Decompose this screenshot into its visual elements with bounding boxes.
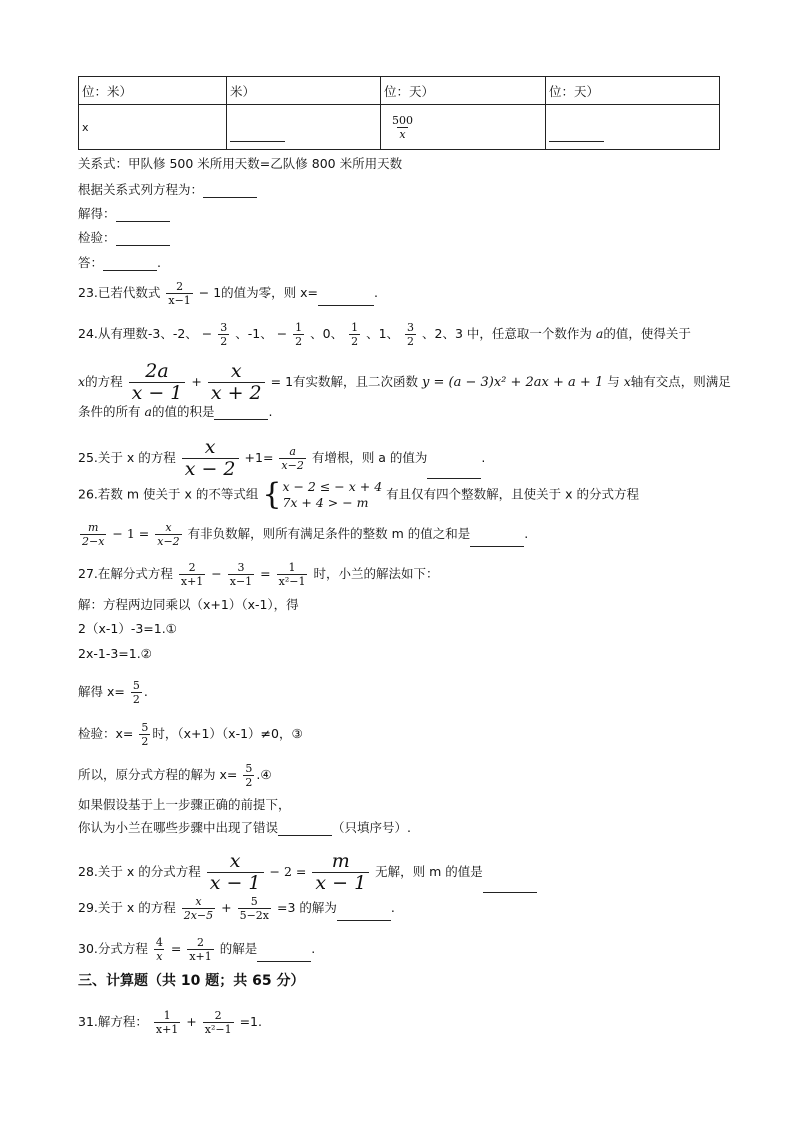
question-26-line2 [78, 522, 528, 547]
fraction: $\frac{4}{x}$ [155, 936, 163, 963]
fraction: $\frac{a}{x-2}$ [281, 445, 304, 472]
text: − [276, 326, 288, 341]
text: − 2 = [269, 864, 307, 879]
table-cell: 位：米） [79, 77, 227, 105]
text: 你认为小兰在哪些步骤中出现了错误 [78, 820, 279, 835]
q27-step5 [78, 763, 272, 788]
inequality-system [262, 479, 382, 511]
fraction: $\frac{3}{2}$ [407, 321, 415, 348]
brace-icon: { [262, 477, 282, 512]
text: 有增根，则 a 的值为 [311, 450, 428, 465]
fraction: $\frac{x}{x - 1}$ [207, 852, 264, 893]
q27-step0: 解：方程两边同乘以（x+1）（x-1），得 [78, 597, 299, 612]
question-24-line3 [78, 404, 272, 420]
fraction: $\frac{2}{x+1}$ [189, 936, 212, 963]
section-heading: 三、计算题（共 10 题；共 65 分） [78, 973, 305, 989]
equation-line [78, 182, 257, 198]
fraction: $\frac{2}{\text{x²−1}}$ [204, 1009, 232, 1036]
text: a [144, 404, 152, 419]
text: 31.解方程： [78, 1014, 148, 1029]
fraction: $\frac{5}{2}$ [132, 679, 140, 706]
text: = [260, 566, 271, 581]
text: − [201, 326, 213, 341]
text: 26.若数 m 使关于 x 的不等式组 [78, 486, 259, 502]
text: − 1的值为零，则 x= [198, 285, 319, 300]
text: + [221, 900, 232, 915]
text: . [311, 941, 316, 956]
text: 、1、 [366, 326, 400, 341]
q27-tail1: 如果假设基于上一步骤正确的前提下， [78, 797, 291, 812]
fraction: $\frac{1}{\text{x²−1}}$ [278, 561, 306, 588]
text: 答： [78, 255, 104, 270]
text: 30.分式方程 [78, 941, 148, 956]
fraction: $\frac{5}{5-2x}$ [239, 895, 270, 922]
answer-blank[interactable] [116, 207, 170, 222]
fraction: $\frac{x}{x - 2}$ [182, 438, 239, 479]
text: 检验： [78, 230, 116, 245]
text: 的值的积是 [151, 404, 215, 419]
fraction: $\frac{1}{x+1}$ [155, 1009, 179, 1036]
text: 解得： [78, 206, 116, 221]
text: 与 [607, 374, 620, 389]
fraction: $\frac{1}{2}$ [295, 321, 303, 348]
answer-blank[interactable] [103, 256, 157, 271]
relation-line [78, 156, 402, 172]
inequality: x − 2 ≤ − x + 4 [282, 479, 383, 494]
fraction: $\frac{3}{2}$ [220, 321, 228, 348]
text: 28.关于 x 的分式方程 [78, 864, 201, 879]
q27-step4 [78, 722, 303, 747]
fraction: $\frac{x}{2x-5}$ [183, 895, 214, 922]
text: . [524, 526, 529, 541]
text: =3 的解为 [277, 900, 337, 915]
fraction: $\frac{2a}{x - 1}$ [129, 362, 186, 403]
text: . [481, 450, 486, 465]
text: x [623, 374, 631, 389]
text: . [143, 684, 148, 699]
table-row [79, 105, 720, 150]
table-cell [381, 105, 546, 150]
table-cell [227, 105, 381, 150]
text: . [157, 255, 161, 270]
text: 检验：x= [78, 726, 134, 741]
text: .④ [256, 767, 272, 782]
text: + [191, 374, 202, 389]
text: 23.已若代数式 [78, 285, 161, 300]
question-28 [78, 852, 537, 893]
table-cell [546, 105, 720, 150]
fraction: $\frac{3}{x-1}$ [229, 561, 253, 588]
text: 的解是 [219, 941, 258, 956]
q27-step2: 2x-1-3=1.② [78, 646, 152, 661]
table-cell: x [79, 105, 227, 150]
text: 所以，原分式方程的解为 x= [78, 767, 238, 782]
fraction: $\frac{x}{x + 2}$ [208, 362, 265, 403]
text: 有且仅有四个整数解，且使关于 x 的分式方程 [386, 486, 639, 502]
fraction: $\frac{500}{x}$ [392, 113, 413, 141]
text: x [78, 374, 86, 389]
text: 24.从有理数-3、-2、 [78, 326, 198, 341]
text: +1= [244, 450, 274, 465]
text: . [390, 900, 395, 915]
answer-blank[interactable] [230, 127, 285, 142]
text: = 1有实数解，且二次函数 [270, 374, 419, 389]
text: − [211, 566, 222, 581]
fraction: $\frac{2}{x+1}$ [180, 561, 204, 588]
text: . [374, 285, 379, 300]
inequality: 7x + 4 > − m [282, 495, 369, 510]
fraction: $\frac{5}{2}$ [245, 762, 253, 789]
fraction: $\frac{2}{x-1}$ [168, 280, 191, 307]
fraction: $\frac{5}{2}$ [141, 721, 149, 748]
text: 时，（x+1）（x-1）≠0，③ [152, 726, 303, 741]
table-row [79, 77, 720, 105]
answer-blank[interactable] [470, 532, 524, 547]
fraction: $\frac{m}{2-x}$ [82, 521, 105, 548]
text: y = (a − 3)x² + 2ax + a + 1 [422, 375, 604, 390]
text: 时，小兰的解法如下： [313, 566, 439, 581]
answer-blank[interactable] [337, 906, 391, 921]
answer-blank[interactable] [549, 127, 604, 142]
answer-blank[interactable] [257, 947, 311, 962]
check-line [78, 230, 170, 246]
text: （只填序号）. [332, 820, 411, 835]
answer-blank[interactable] [278, 821, 332, 836]
q27-step1: 2（x-1）-3=1.① [78, 621, 177, 636]
question-24-line1 [78, 322, 691, 347]
text: 条件的所有 [78, 404, 141, 419]
table-cell: 位：天） [546, 77, 720, 105]
fraction: $\frac{x}{x-2}$ [157, 521, 180, 548]
text: 25.关于 x 的方程 [78, 450, 176, 465]
solve-line [78, 206, 170, 222]
answer-blank[interactable] [214, 405, 268, 420]
text: . [268, 404, 273, 419]
question-29 [78, 896, 395, 921]
text: 、2、3 中，任意取一个数作为 [422, 326, 592, 341]
text: 、0、 [310, 326, 344, 341]
text: 的方程 [85, 374, 123, 389]
text: − 1 = [112, 526, 150, 541]
answer-line [78, 255, 161, 271]
table-cell: 位：天） [381, 77, 546, 105]
question-24-line2 [78, 362, 731, 403]
fraction: $\frac{m}{x - 1}$ [312, 852, 369, 893]
text: 根据关系式列方程为： [78, 182, 204, 197]
text: 关系式：甲队修 500 米所用天数=乙队修 800 米所用天数 [78, 156, 403, 171]
question-31 [78, 1010, 262, 1035]
q27-step3 [78, 680, 148, 705]
answer-blank[interactable] [116, 231, 170, 246]
text: 有非负数解，则所有满足条件的整数 m 的值之和是 [187, 526, 471, 541]
question-27 [78, 562, 438, 587]
text: 、-1、 [235, 326, 273, 341]
text: a [595, 326, 604, 341]
question-26-line1 [78, 479, 639, 511]
table-cell: 米） [227, 77, 381, 105]
fraction: $\frac{1}{2}$ [351, 321, 359, 348]
text: =1. [239, 1014, 262, 1029]
text: 27.在解分式方程 [78, 566, 173, 581]
text: 29.关于 x 的方程 [78, 900, 176, 915]
text: 轴有交点，则满足 [630, 374, 731, 389]
answer-blank[interactable] [203, 183, 257, 198]
question-30 [78, 937, 315, 962]
text: + [186, 1014, 197, 1029]
question-23 [78, 281, 378, 306]
answer-blank[interactable] [427, 464, 481, 479]
question-25 [78, 438, 485, 479]
text: 无解，则 m 的值是 [375, 864, 483, 879]
text: 解得 x= [78, 684, 125, 699]
q27-tail2 [78, 820, 411, 836]
text: 的值，使得关于 [603, 326, 691, 341]
answer-blank[interactable] [318, 291, 374, 306]
answer-blank[interactable] [483, 878, 537, 893]
text: = [170, 941, 182, 956]
data-table [78, 76, 720, 150]
